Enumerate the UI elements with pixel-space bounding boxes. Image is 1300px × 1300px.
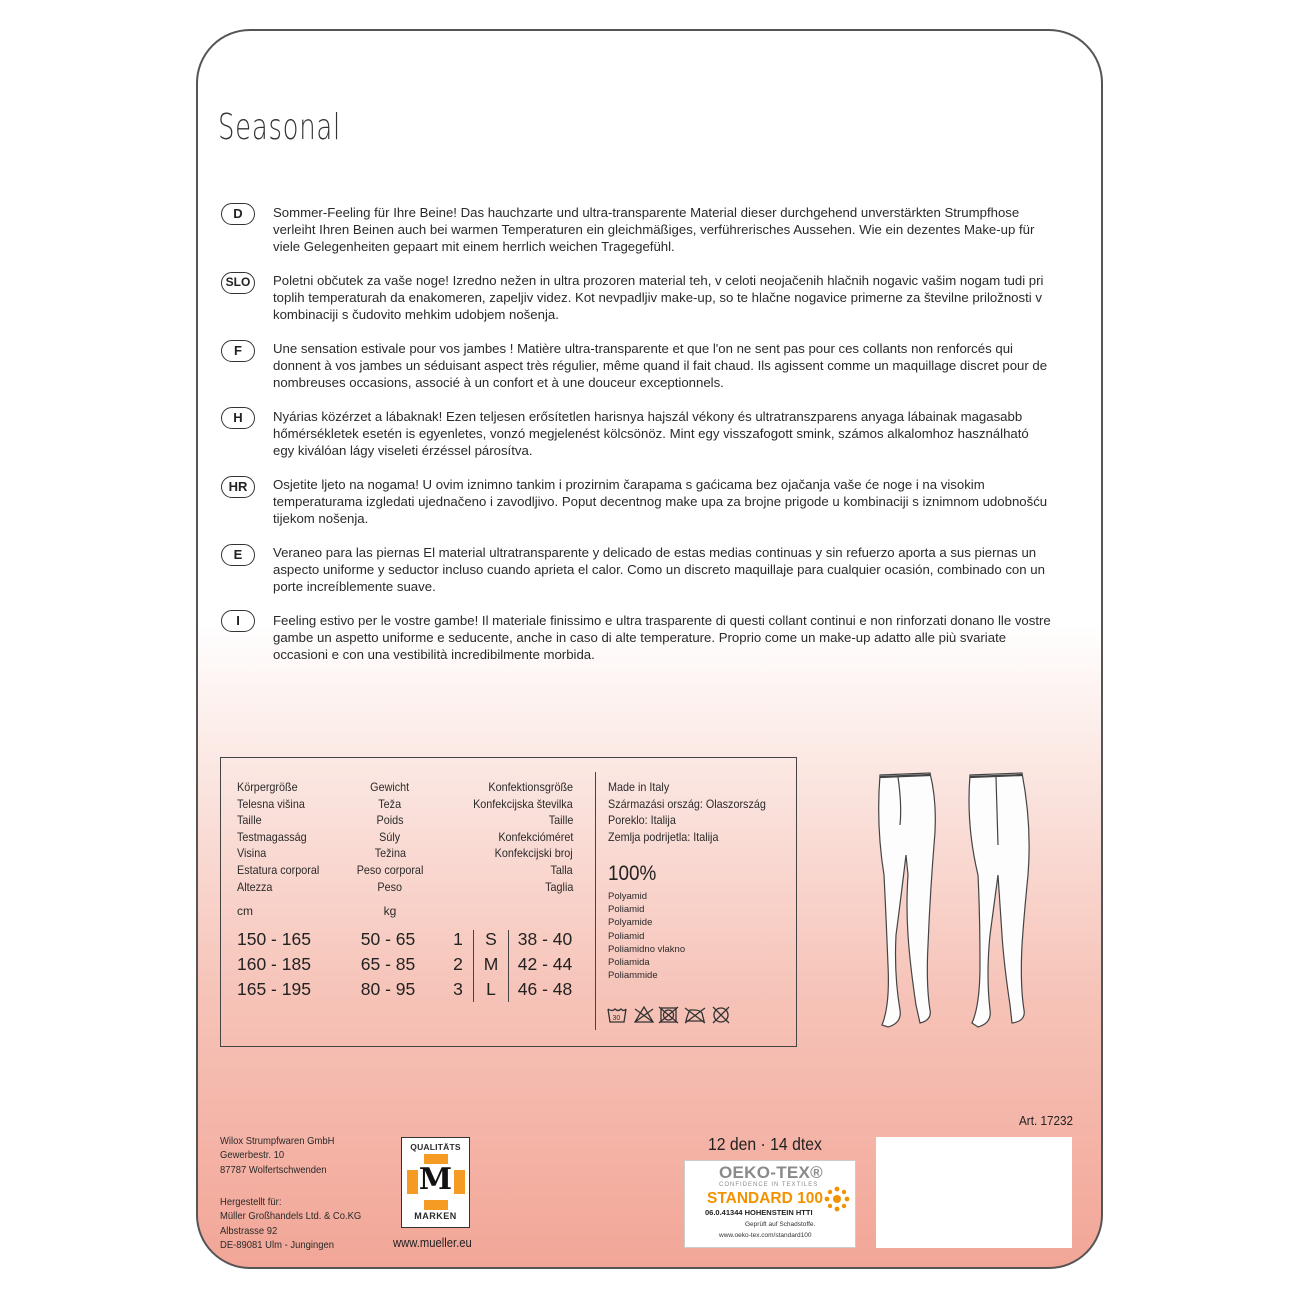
wash-30-icon [608,1009,626,1022]
description-hr: Osjetite ljeto na nogama! U ovim iznimno tankim i prozirnim čarapama s gaćicama bez ojačanja vaše će noge i na visokim temperaturama izgledati ujednačeno i zavodljivo. Poput decentnog make upa za brojne prigode u kombinaciji s iznimnom udobnošću tijekom nošenja. [273,477,1048,526]
description-h: Nyárias közérzet a lábaknak! Ezen teljesen erősítetlen harisnya hajszál vékony és ultratranszparens anyaga lábainak magasabb hőmérsékletek esetén is egyenletes, vonzó megjelenést kölcsönöz. Mint egy visszafogott smink, számos alkalomhoz használható egy kiválóan lágy viseleti érzéssel párosítva. [273,409,1029,458]
product-title: Seasonal [218,107,341,148]
no-dry-clean-icon [713,1007,729,1023]
qualitaets-marken-logo: QUALITÄTS M MARKEN [401,1137,470,1228]
height-unit: cm [237,904,253,918]
lang-badge-slo: SLO [221,272,255,294]
description-d: Sommer-Feeling für Ihre Beine! Das hauchzarte und ultra-transparente Material dieser durchgehend unverstärkten Strumpfhose verleiht Ihren Beinen auch bei warmen Temperaturen ein gleichmäßiges, verführerisches Aussehen. Wie ein dezentes Make-up für viele Gelegenheiten gepaart mit einem herrlich weichen Tragegefühl. [273,205,1035,254]
row-weight: 50 - 65 [360,929,416,949]
lang-badge-i: I [221,610,255,632]
no-iron-icon [685,1008,705,1023]
brand-url: www.mueller.eu [393,1236,472,1250]
lang-badge-f: F [221,340,255,362]
size-col-divider [473,930,474,1002]
oeko-tex-label: OEKO-TEX® CONFIDENCE IN TEXTILES STANDARD 100 06.0.41344 HOHENSTEIN HTTI Geprüft auf Schadstoffe. www.oeko-tex.com/standard100 [684,1160,856,1248]
size-table-divider [595,772,596,1030]
material-names: Polyamid Poliamid Polyamide Poliamid Poliamidno vlakno Poliamida Poliammide [608,891,686,982]
row-size-letter: M [483,954,499,974]
row-height: 150 - 165 [237,929,311,949]
row-size-range: 42 - 44 [517,954,573,974]
row-size-range: 38 - 40 [517,929,573,949]
row-weight: 80 - 95 [360,979,416,999]
price-label-area [876,1137,1072,1248]
lang-badge-e: E [221,544,255,566]
size-col-divider [508,930,509,1002]
row-size-letter: L [486,979,496,999]
description-i: Feeling estivo per le vostre gambe! Il materiale finissimo e ultra trasparente di questi collant continui e non rinforzati donano lle vostre gambe un aspetto uniforme e seducente, anche in caso di alte temperature. Proprio come un make-up adatto alle più svariate occasioni e con una vestibilità incredibilmente morbida. [273,613,1051,662]
size-labels: Konfektionsgröße Konfekcijska številka Taille Konfekcióméret Konfekcijski broj Talla Taglia [473,780,573,894]
no-tumble-dry-icon [659,1007,678,1023]
lang-badge-h: H [221,407,255,429]
care-symbols [606,1004,734,1026]
made-for-address: Hergestellt für: Müller Großhandels Ltd. & Co.KG Albstrasse 92 DE-89081 Ulm - Jungingen [220,1196,362,1252]
row-size-number: 1 [453,929,463,949]
manufacturer-address: Wilox Strumpfwaren GmbH Gewerbestr. 10 87787 Wolfertschwenden [220,1135,335,1176]
row-size-number: 2 [453,954,463,974]
tights-illustration [870,765,1040,1035]
row-size-range: 46 - 48 [517,979,573,999]
weight-labels: Gewicht Teža Poids Súly Težina Peso corporal Peso [356,780,424,894]
svg-text:30: 30 [612,1015,621,1022]
row-height: 165 - 195 [237,979,311,999]
weight-unit: kg [383,904,397,918]
row-size-letter: S [485,929,497,949]
row-height: 160 - 185 [237,954,311,974]
description-slo: Poletni občutek za vaše noge! Izredno nežen in ultra prozoren material teh, v celoti neojačenih hlačnih nogavic vašim nogam tudi pri toplih temperaturah da enakomeren, zapeljiv videz. Kot nevpadljiv make-up, so te hlačne nogavice primerne za številne priložnosti v kombinaciji s čudovito mehkim udobjem nošenja. [273,273,1044,322]
description-e: Veraneo para las piernas El material ultratransparente y delicado de estas medias continuas y sin refuerzo aporta a sus piernas un aspecto uniforme y seductor incluso cuando aprieta el calor. Como un discreto maquillaje para cualquier ocasión, combinado con un porte increíblemente suave. [273,545,1045,594]
article-number: Art. 17232 [1019,1113,1073,1128]
oeko-flower-icon [823,1185,851,1213]
row-weight: 65 - 85 [360,954,416,974]
lang-badge-d: D [221,203,255,225]
no-bleach-icon [635,1007,653,1022]
origin-info: Made in Italy Származási ország: Olaszország Poreklo: Italija Zemlja podrijetla: Italija [608,780,766,844]
description-f: Une sensation estivale pour vos jambes ! Matière ultra-transparente et que l'on ne sent pas pour ces collants non renforcés qui donnent à vos jambes un séduisant aspect très régulier, même quand il fait chaud. Ils agissent comme un maquillage discret pour de nombreuses occasions, associé à un confort et à une douceur exceptionnels. [273,341,1048,390]
den-value: 12 den · 14 dtex [708,1134,822,1154]
height-labels: Körpergröße Telesna višina Taille Testmagasság Visina Estatura corporal Altezza [237,780,320,894]
lang-badge-hr: HR [221,476,255,498]
material-percent: 100% [608,862,657,885]
row-size-number: 3 [453,979,463,999]
